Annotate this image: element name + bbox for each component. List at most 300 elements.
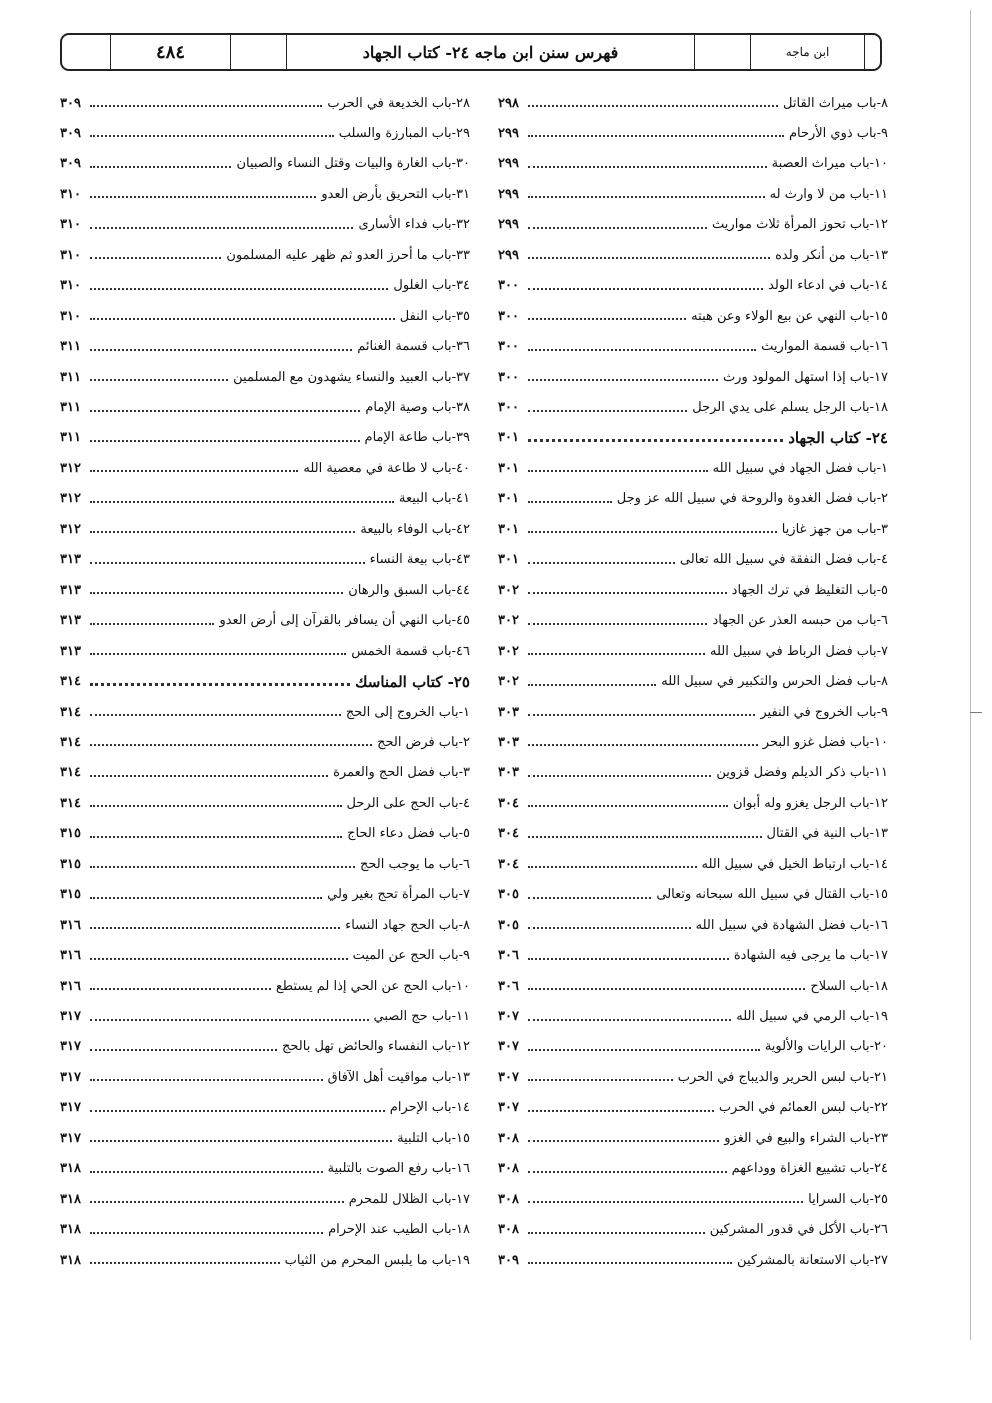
entry-title: ٢٦-باب الأكل في قدور المشركين <box>709 1222 888 1238</box>
dot-leader <box>528 775 711 777</box>
dot-leader <box>528 1079 673 1081</box>
index-entry-row <box>498 240 888 270</box>
entry-page-number: ٣٠٠ <box>498 400 519 415</box>
entry-title: ٨-باب الحج جهاد النساء <box>345 917 470 933</box>
entry-page-number: ٣٠٩ <box>60 95 81 111</box>
entry-page-number: ٣٠١ <box>498 552 519 568</box>
entry-page-number: ٣١٧ <box>60 1130 81 1146</box>
index-entry-row <box>498 332 888 362</box>
entry-page-number: ٣١٠ <box>60 308 81 324</box>
entry-page-number: ٣١٥ <box>60 887 81 903</box>
dot-leader <box>90 836 342 838</box>
index-entry-row <box>60 301 470 331</box>
index-entry-row <box>498 1093 888 1123</box>
entry-page-number: ٣١٤ <box>60 704 81 720</box>
dot-leader <box>90 683 350 686</box>
dot-leader <box>90 958 348 960</box>
entry-page-number: ٣١١ <box>60 339 81 355</box>
entry-title: ٥-باب التغليظ في ترك الجهاد <box>731 582 888 598</box>
entry-page-number: ٣١١ <box>60 369 81 385</box>
dot-leader <box>90 531 355 533</box>
entry-page-number: ٣٠٤ <box>498 795 519 811</box>
entry-title: ٢-باب فرض الحج <box>377 734 470 750</box>
dot-leader <box>528 501 612 503</box>
dot-leader <box>528 1232 705 1234</box>
index-entry-row <box>60 514 470 544</box>
index-entry-row <box>60 1245 470 1275</box>
entry-page-number: ٣٠٨ <box>498 1222 519 1238</box>
index-entry-row <box>498 1184 888 1214</box>
index-entry-row <box>60 240 470 270</box>
dot-leader <box>90 897 322 899</box>
entry-page-number: ٣٠٤ <box>498 856 519 872</box>
entry-page-number: ٣٠٤ <box>498 826 519 842</box>
index-entry-row <box>498 301 888 331</box>
entry-page-number: ٣١٥ <box>60 856 81 872</box>
entry-page-number: ٣٠٠ <box>498 339 519 355</box>
entry-title: ٨-باب فضل الحرس والتكبير في سبيل الله <box>661 674 888 690</box>
header-blank-cell <box>694 35 750 69</box>
entry-page-number: ٣١٠ <box>60 217 81 233</box>
entry-page-number: ٣٠٨ <box>498 1161 519 1177</box>
entry-title: ٦-باب ما يوجب الحج <box>359 856 470 872</box>
entry-title: ٢-باب فضل الغدوة والروحة في سبيل الله عز وجل <box>616 491 888 507</box>
entry-page-number: ٣١٣ <box>60 582 81 598</box>
index-entry-row <box>60 1002 470 1032</box>
index-entry-row <box>60 788 470 818</box>
entry-title: ٢٧-باب الاستعانة بالمشركين <box>737 1252 888 1268</box>
entry-title: ٤٢-باب الوفاء بالبيعة <box>360 521 470 537</box>
index-entry-row <box>498 606 888 636</box>
index-entry-row <box>498 179 888 209</box>
entry-title: ١٢-باب تحوز المرأة ثلاث مواريث <box>712 217 888 233</box>
page-number: ٤٨٤ <box>110 35 230 69</box>
dot-leader <box>90 257 221 259</box>
entry-title: ٤٣-باب بيعة النساء <box>369 552 470 568</box>
index-entry-row <box>498 667 888 697</box>
entry-title: ٣٢-باب فداء الأسارى <box>358 217 470 233</box>
section-heading-title: ٢٤- كتاب الجهاد <box>788 428 888 447</box>
index-entry-row <box>498 271 888 301</box>
entry-page-number: ٣٠٧ <box>498 1100 519 1116</box>
entry-title: ٢١-باب لبس الحرير والديباج في الحرب <box>677 1069 888 1085</box>
entry-title: ١١-باب من لا وارث له <box>769 186 888 202</box>
entry-page-number: ٣٠٢ <box>498 582 519 598</box>
entry-page-number: ٣١٤ <box>60 795 81 811</box>
dot-leader <box>90 562 365 564</box>
index-entry-row <box>498 758 888 788</box>
index-entry-row <box>60 849 470 879</box>
index-entry-row <box>60 1154 470 1184</box>
header-blank-cell <box>230 35 286 69</box>
entry-title: ١-باب فضل الجهاد في سبيل الله <box>712 460 888 476</box>
index-entry-row <box>60 1215 470 1245</box>
entry-page-number: ٣١٠ <box>60 278 81 294</box>
entry-page-number: ٣٠١ <box>498 460 519 476</box>
index-entry-row <box>60 484 470 514</box>
index-entry-row <box>60 636 470 666</box>
entry-title: ١٧-باب ما يرجى فيه الشهادة <box>733 948 888 964</box>
entry-page-number: ٣١٧ <box>60 1100 81 1116</box>
dot-leader <box>90 135 334 137</box>
index-entry-row <box>498 971 888 1001</box>
dot-leader <box>90 623 214 625</box>
running-title: فهرس سنن ابن ماجه ٢٤- كتاب الجهاد <box>286 35 694 69</box>
entry-title: ٤-باب الحج على الرحل <box>346 795 470 811</box>
entry-title: ١٥-باب التلبية <box>397 1130 470 1146</box>
index-entry-row <box>60 941 470 971</box>
entry-page-number: ٣٠٩ <box>60 156 81 172</box>
index-entry-row <box>60 362 470 392</box>
entry-page-number: ٣١٧ <box>60 1069 81 1085</box>
entry-title: ٦-باب من حبسه العذر عن الجهاد <box>712 613 888 629</box>
entry-title: ١٦-باب قسمة المواريث <box>761 339 888 355</box>
entry-page-number: ٣١٧ <box>60 1039 81 1055</box>
dot-leader <box>90 1140 392 1142</box>
index-entry-row <box>498 210 888 240</box>
dot-leader <box>90 1049 277 1051</box>
entry-page-number: ٣٠٢ <box>498 613 519 629</box>
entry-title: ٤٥-باب النهي أن يسافر بالقرآن إلى أرض العدو <box>219 613 470 629</box>
entry-page-number: ٣١٨ <box>60 1222 81 1238</box>
entry-page-number: ٣٠٢ <box>498 674 519 690</box>
dot-leader <box>528 318 686 320</box>
entry-title: ٤١-باب البيعة <box>399 491 470 507</box>
dot-leader <box>528 653 705 655</box>
entry-page-number: ٣١٤ <box>60 734 81 750</box>
entry-title: ٣٠-باب الغارة والبيات وقتل النساء والصبيان <box>236 156 470 172</box>
entry-page-number: ٣١٦ <box>60 948 81 964</box>
entry-title: ١١-باب حج الصبي <box>373 1009 470 1024</box>
entry-page-number: ٣١٣ <box>60 552 81 568</box>
entry-page-number: ٢٩٩ <box>498 217 519 233</box>
entry-page-number: ٣٠٧ <box>498 1009 519 1024</box>
header-blank-cell <box>62 35 110 69</box>
index-entry-row <box>498 849 888 879</box>
entry-page-number: ٣٠٥ <box>498 917 519 933</box>
scan-edge-tick <box>970 712 982 713</box>
dot-leader <box>528 958 729 960</box>
dot-leader <box>90 318 395 320</box>
entry-title: ٢٩-باب المبارزة والسلب <box>338 125 470 141</box>
entry-page-number: ٣٠٧ <box>498 1069 519 1085</box>
index-entry-row <box>498 118 888 148</box>
index-entry-row <box>498 819 888 849</box>
entry-page-number: ٣٠٣ <box>498 765 519 781</box>
dot-leader <box>528 166 767 168</box>
entry-page-number: ٣٠٣ <box>498 704 519 720</box>
dot-leader <box>90 714 341 716</box>
entry-page-number: ٣٠٧ <box>498 1039 519 1055</box>
entry-title: ١٣-باب من أنكر ولده <box>775 247 888 263</box>
entry-title: ٣٨-باب وصية الإمام <box>365 400 470 415</box>
dot-leader <box>528 805 728 807</box>
entry-page-number: ٢٩٩ <box>498 156 519 172</box>
index-entry-row <box>498 880 888 910</box>
dot-leader <box>528 1262 732 1264</box>
entry-title: ١٩-باب ما يلبس المحرم من الثياب <box>284 1252 470 1268</box>
dot-leader <box>528 379 718 381</box>
entry-page-number: ٣١٤ <box>60 674 81 690</box>
entry-page-number: ٣١١ <box>60 400 81 415</box>
entry-page-number: ٣١٨ <box>60 1252 81 1268</box>
dot-leader <box>528 439 783 442</box>
index-entry-row <box>498 545 888 575</box>
dot-leader <box>90 227 353 229</box>
entry-page-number: ٣١٨ <box>60 1161 81 1177</box>
dot-leader <box>528 684 656 686</box>
entry-page-number: ٣٠٩ <box>498 1252 519 1268</box>
entry-page-number: ٣١٣ <box>60 643 81 659</box>
entry-title: ١١-باب ذكر الديلم وفضل قزوين <box>716 765 888 781</box>
entry-title: ١٦-باب فضل الشهادة في سبيل الله <box>695 917 888 933</box>
index-entry-row <box>498 1154 888 1184</box>
index-entry-row <box>60 910 470 940</box>
index-entry-row <box>498 514 888 544</box>
entry-title: ٩-باب ذوي الأرحام <box>788 125 888 141</box>
dot-leader <box>90 1201 344 1203</box>
entry-title: ٤٤-باب السبق والرهان <box>348 582 470 598</box>
dot-leader <box>528 1171 727 1173</box>
entry-title: ١٤-باب في ادعاء الولد <box>768 278 888 294</box>
index-entry-row <box>498 362 888 392</box>
entry-title: ١٨-باب الطيب عند الإحرام <box>328 1222 470 1238</box>
entry-title: ٤-باب فضل النفقة في سبيل الله تعالى <box>679 552 888 568</box>
index-entry-row <box>498 910 888 940</box>
entry-title: ١٣-باب النية في القتال <box>766 826 888 842</box>
dot-leader <box>90 592 343 594</box>
entry-title: ١٨-باب الرجل يسلم على يدي الرجل <box>692 400 888 415</box>
index-entry-row <box>60 1062 470 1092</box>
entry-title: ١-باب الخروج إلى الحج <box>345 704 470 720</box>
dot-leader <box>528 1201 803 1203</box>
entry-title: ٣٤-باب الغلول <box>393 278 470 294</box>
running-name: ابن ماجه <box>750 35 864 69</box>
entry-page-number: ٣١٢ <box>60 521 81 537</box>
dot-leader <box>90 1019 369 1021</box>
entry-title: ٢٤-باب تشييع الغزاة ووداعهم <box>731 1161 888 1177</box>
entry-page-number: ٣١١ <box>60 430 81 446</box>
entry-page-number: ٣١٤ <box>60 765 81 781</box>
entry-title: ٩-باب الخروج في النفير <box>760 704 888 720</box>
dot-leader <box>90 744 372 746</box>
entry-title: ٣٣-باب ما أحرز العدو ثم ظهر عليه المسلمون <box>226 247 470 263</box>
entry-title: ٢٥-باب السرايا <box>808 1191 888 1207</box>
dot-leader <box>528 105 778 107</box>
entry-title: ١٧-باب الظلال للمحرم <box>348 1191 470 1207</box>
index-entry-row <box>498 484 888 514</box>
dot-leader <box>528 135 784 137</box>
index-entry-row <box>60 758 470 788</box>
entry-page-number: ٣٠٥ <box>498 887 519 903</box>
entry-page-number: ٣٠١ <box>498 521 519 537</box>
entry-title: ١٤-باب الإحرام <box>389 1100 470 1116</box>
entry-title: ٢٨-باب الخديعة في الحرب <box>327 95 470 111</box>
page-header <box>60 33 882 71</box>
index-entry-row <box>498 1062 888 1092</box>
index-entry-row <box>498 788 888 818</box>
entry-title: ١٠-باب ميراث العصبة <box>771 156 888 172</box>
entry-title: ٧-باب فضل الرباط في سبيل الله <box>709 643 888 659</box>
dot-leader <box>528 623 707 625</box>
entry-page-number: ٣١٧ <box>60 1009 81 1024</box>
entry-title: ١٨-باب السلاح <box>810 978 888 994</box>
dot-leader <box>528 1049 760 1051</box>
index-entry-row <box>498 1215 888 1245</box>
index-entry-row <box>60 971 470 1001</box>
entry-title: ٣٦-باب قسمة الغنائم <box>357 339 470 355</box>
entry-page-number: ٣١٦ <box>60 917 81 933</box>
entry-title: ١٣-باب مواقيت أهل الآفاق <box>327 1069 470 1085</box>
index-entry-row <box>60 118 470 148</box>
dot-leader <box>90 1079 323 1081</box>
entry-title: ١٢-باب النفساء والحائض تهل بالحج <box>282 1039 470 1055</box>
dot-leader <box>90 653 346 655</box>
index-entry-row <box>60 453 470 483</box>
dot-leader <box>90 501 394 503</box>
entry-title: ٤٦-باب قسمة الخمس <box>351 643 470 659</box>
dot-leader <box>528 1019 731 1021</box>
entry-page-number: ٢٩٩ <box>498 186 519 202</box>
entry-page-number: ٣١٥ <box>60 826 81 842</box>
dot-leader <box>90 927 340 929</box>
entry-title: ١٤-باب ارتباط الخيل في سبيل الله <box>701 856 888 872</box>
entry-page-number: ٢٩٨ <box>498 95 519 111</box>
dot-leader <box>528 257 770 259</box>
index-entry-row <box>60 393 470 423</box>
entry-title: ٨-باب ميراث القاتل <box>783 95 888 111</box>
entry-page-number: ٣٠٠ <box>498 278 519 294</box>
entry-page-number: ٣٠٨ <box>498 1130 519 1146</box>
entry-page-number: ٣٠٩ <box>60 125 81 141</box>
dot-leader <box>90 105 322 107</box>
dot-leader <box>90 866 355 868</box>
dot-leader <box>528 1110 714 1112</box>
entry-title: ٣٧-باب العبيد والنساء يشهدون مع المسلمين <box>233 369 470 385</box>
entry-title: ٤٠-باب لا طاعة في معصية الله <box>303 460 470 476</box>
index-entry-row <box>60 1184 470 1214</box>
entry-page-number: ٣٠٨ <box>498 1191 519 1207</box>
index-entry-row <box>498 1245 888 1275</box>
dot-leader <box>90 1232 323 1234</box>
index-entry-row <box>60 179 470 209</box>
entry-title: ١٩-باب الرمي في سبيل الله <box>736 1009 888 1024</box>
index-entry-row <box>60 727 470 757</box>
dot-leader <box>528 744 758 746</box>
dot-leader <box>528 592 727 594</box>
dot-leader <box>90 805 342 807</box>
index-entry-row <box>498 1123 888 1153</box>
entry-title: ١٧-باب إذا استهل المولود ورث <box>722 369 888 385</box>
index-entry-row <box>498 697 888 727</box>
dot-leader <box>528 470 708 472</box>
index-entry-row <box>60 332 470 362</box>
dot-leader <box>528 531 777 533</box>
dot-leader <box>528 349 756 351</box>
dot-leader <box>90 470 298 472</box>
entry-title: ٢٠-باب الرايات والألوية <box>764 1039 888 1055</box>
dot-leader <box>90 288 388 290</box>
index-entry-row <box>498 1032 888 1062</box>
dot-leader <box>528 714 755 716</box>
dot-leader <box>528 1140 719 1142</box>
dot-leader <box>90 410 360 412</box>
entry-page-number: ٣٠٠ <box>498 308 519 324</box>
entry-title: ٣١-باب التحريق بأرض العدو <box>321 186 470 202</box>
entry-page-number: ٣١٣ <box>60 613 81 629</box>
entry-title: ٢٢-باب لبس العمائم في الحرب <box>718 1100 888 1116</box>
index-entry-row <box>498 453 888 483</box>
section-heading-row <box>60 667 470 697</box>
entry-page-number: ٣١٦ <box>60 978 81 994</box>
dot-leader <box>90 1171 323 1173</box>
section-heading-title: ٢٥- كتاب المناسك <box>355 672 470 691</box>
header-blank-cell <box>864 35 880 69</box>
index-entry-row <box>60 697 470 727</box>
index-entry-row <box>60 88 470 118</box>
entry-title: ١٠-باب الحج عن الحي إذا لم يستطع <box>275 978 470 994</box>
dot-leader <box>528 410 687 412</box>
entry-title: ٧-باب المرأة تحج بغير ولي <box>327 887 470 903</box>
entry-page-number: ٣١٢ <box>60 491 81 507</box>
entry-title: ٣-باب من جهز غازيا <box>781 521 888 537</box>
entry-title: ١٦-باب رفع الصوت بالتلبية <box>327 1161 470 1177</box>
entry-title: ٣٩-باب طاعة الإمام <box>364 430 470 446</box>
index-entry-row <box>498 941 888 971</box>
dot-leader <box>528 227 707 229</box>
index-entry-row <box>60 880 470 910</box>
dot-leader <box>528 897 651 899</box>
entry-page-number: ٣٠٢ <box>498 643 519 659</box>
index-entry-row <box>60 819 470 849</box>
dot-leader <box>90 1110 385 1112</box>
index-entry-row <box>498 636 888 666</box>
entry-title: ١٥-باب النهي عن بيع الولاء وعن هبته <box>691 308 888 324</box>
entry-page-number: ٣١٠ <box>60 186 81 202</box>
dot-leader <box>90 440 360 442</box>
entry-page-number: ٣٠١ <box>498 430 519 446</box>
index-entry-row <box>60 271 470 301</box>
index-entry-row <box>60 545 470 575</box>
entry-page-number: ٣٠٠ <box>498 369 519 385</box>
entry-title: ١٠-باب فضل غزو البحر <box>762 734 888 750</box>
dot-leader <box>528 288 763 290</box>
index-entry-row <box>60 1032 470 1062</box>
entry-page-number: ٣١٠ <box>60 247 81 263</box>
dot-leader <box>90 988 271 990</box>
entry-title: ٢٣-باب الشراء والبيع في الغزو <box>724 1130 888 1146</box>
dot-leader <box>528 196 765 198</box>
entry-title: ١٥-باب القتال في سبيل الله سبحانه وتعالى <box>656 887 888 903</box>
dot-leader <box>90 775 328 777</box>
dot-leader <box>528 562 675 564</box>
index-entry-row <box>60 210 470 240</box>
index-entry-row <box>60 1123 470 1153</box>
entry-title: ٩-باب الحج عن الميت <box>352 948 470 964</box>
dot-leader <box>90 349 352 351</box>
dot-leader <box>90 379 228 381</box>
entry-title: ٣-باب فضل الحج والعمرة <box>333 765 470 781</box>
index-entry-row <box>60 423 470 453</box>
index-entry-row <box>498 88 888 118</box>
dot-leader <box>528 988 805 990</box>
entry-page-number: ٢٩٩ <box>498 125 519 141</box>
dot-leader <box>90 1262 280 1264</box>
index-entry-row <box>60 149 470 179</box>
index-entry-row <box>498 393 888 423</box>
index-entry-row <box>498 727 888 757</box>
entry-page-number: ٢٩٩ <box>498 247 519 263</box>
